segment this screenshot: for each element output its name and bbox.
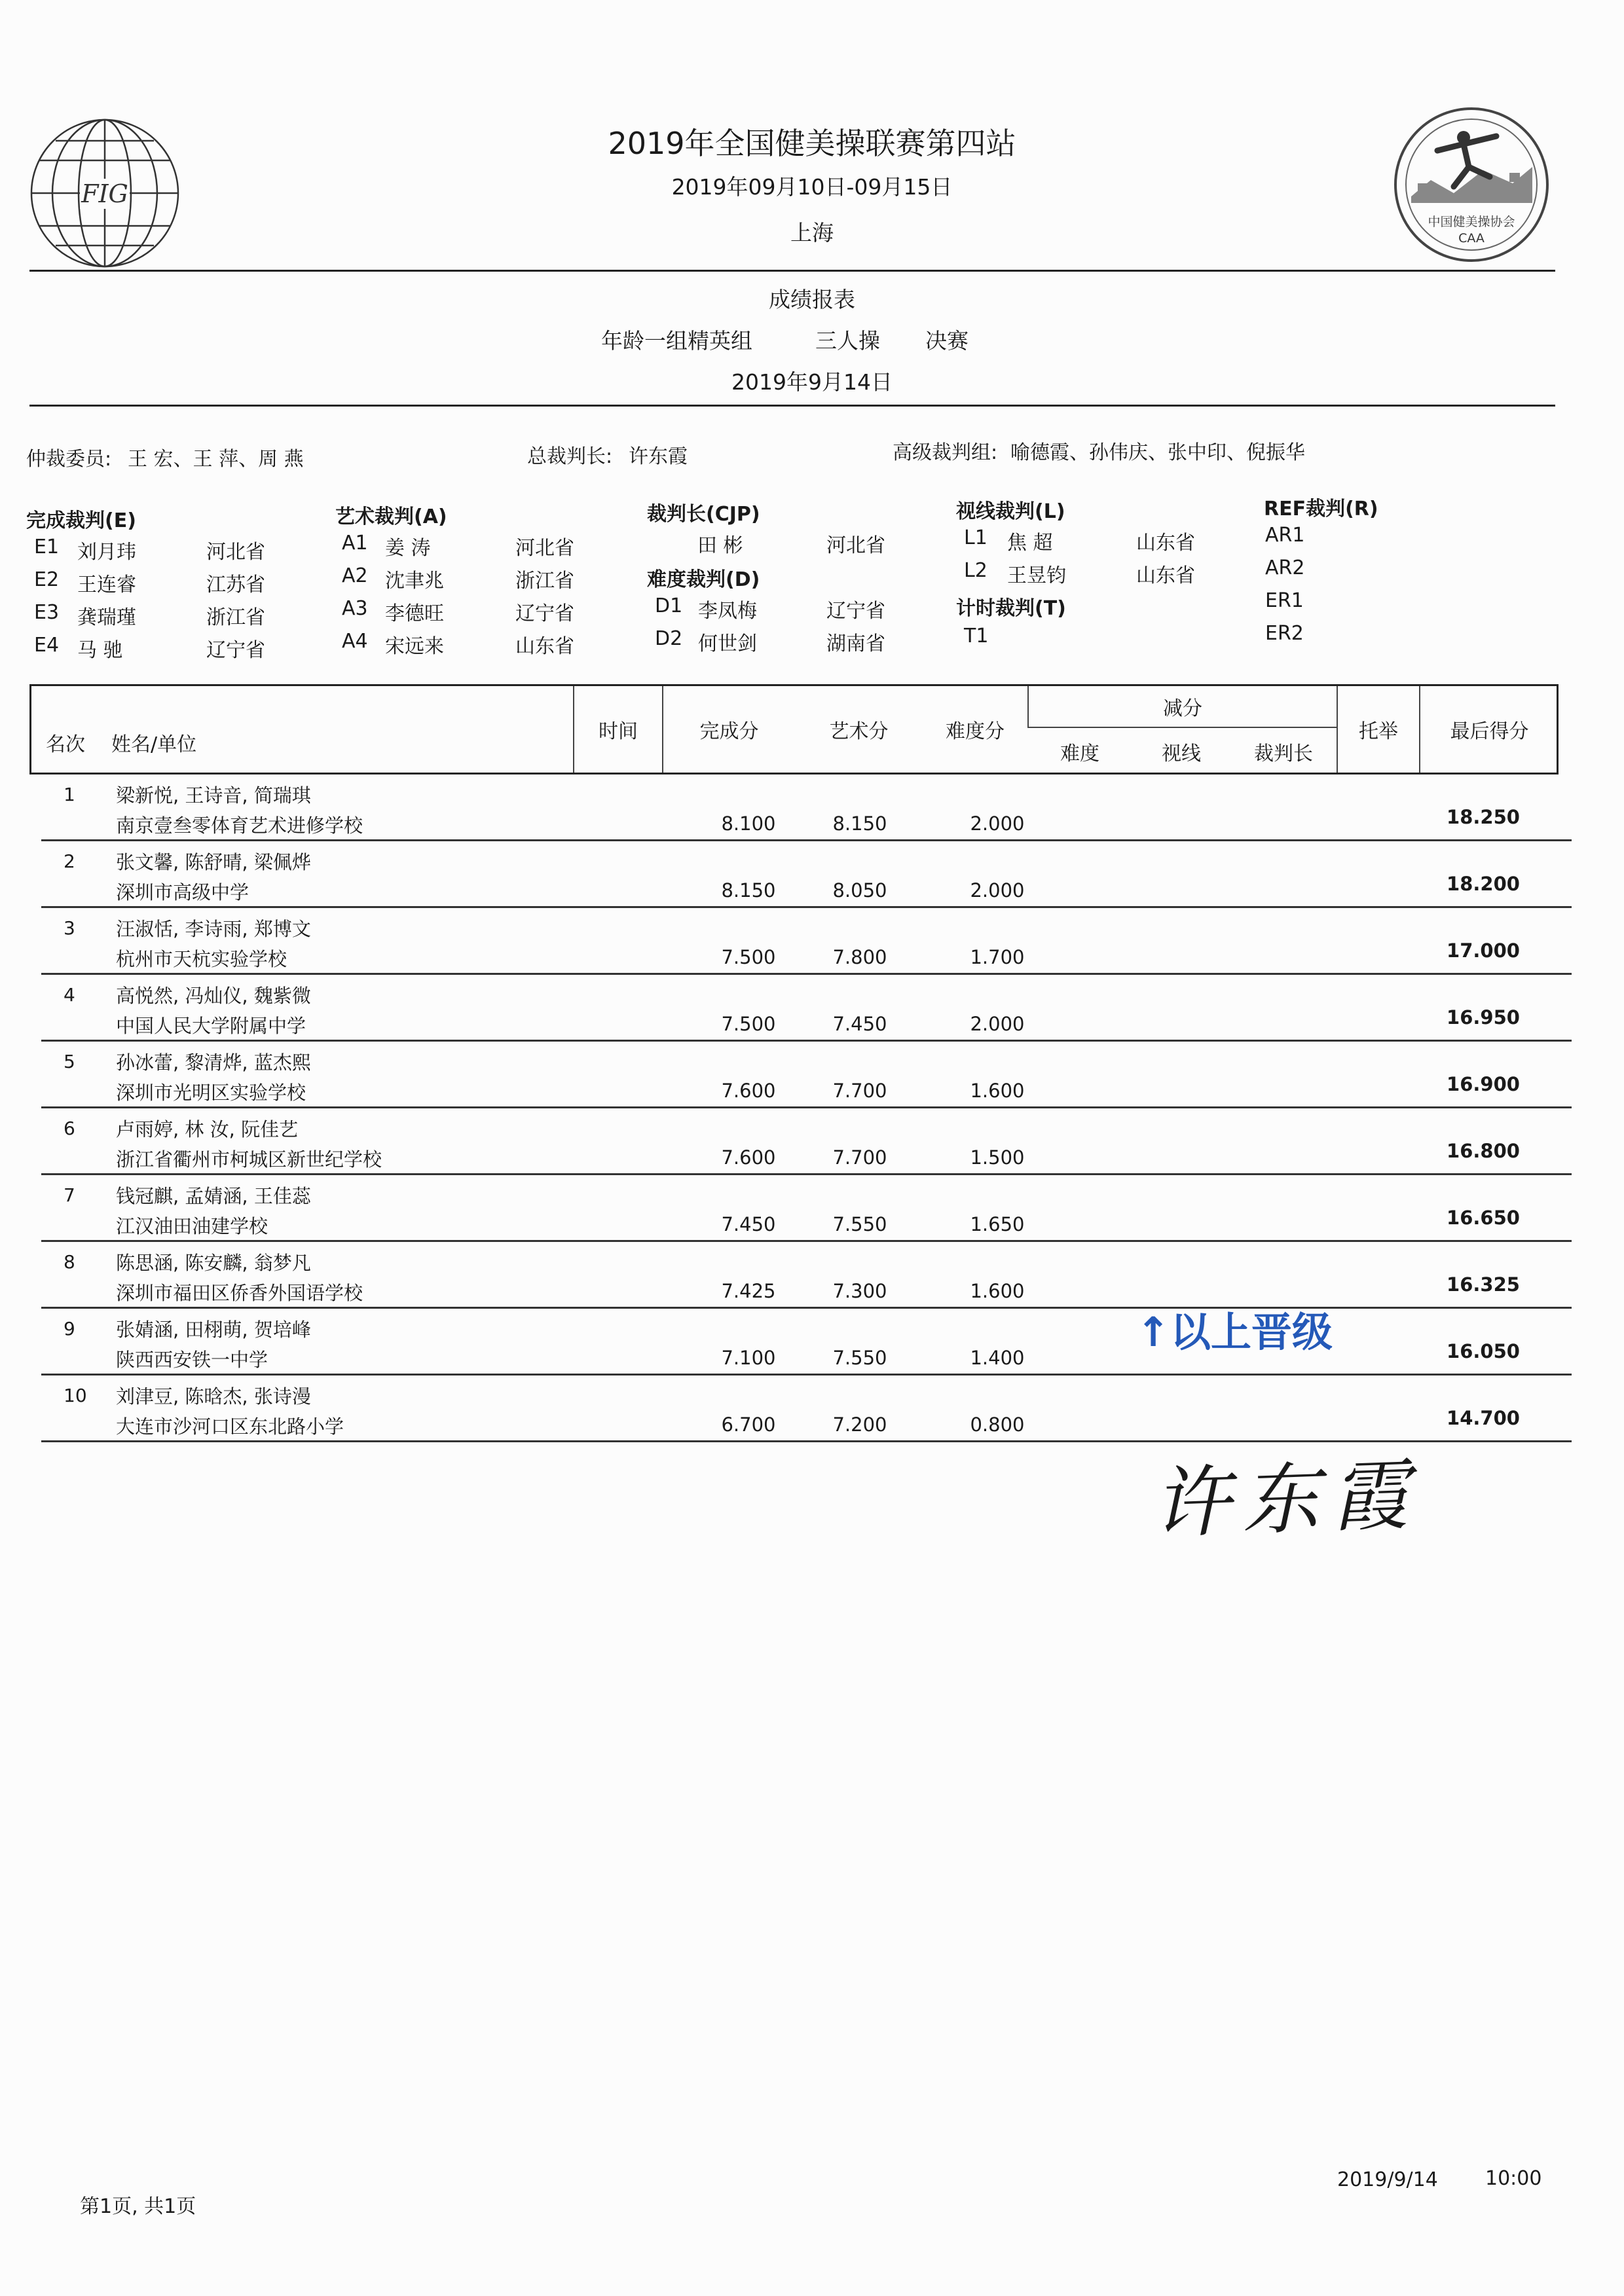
athletes-cell: 陈思涵, 陈安麟, 翁梦凡 [116,1252,311,1274]
artistic-score: 7.800 [832,946,887,968]
judge-code: L1 [964,526,987,549]
final-score: 18.200 [1447,873,1520,895]
ref-panel-label: REF裁判(R) [1264,498,1378,520]
report-event: 三人操 [815,328,880,354]
judge-code: A1 [342,532,368,555]
rank-cell: 7 [64,1184,75,1206]
artistic-score: 7.300 [832,1280,887,1302]
judge-name: 王连睿 [77,574,136,596]
artistic-score: 7.700 [832,1080,887,1102]
judge-code: A2 [342,564,368,587]
col-final-header: 最后得分 [1419,686,1559,773]
promotion-text: 以上晋级 [1170,1308,1333,1356]
judge-name: 王昱钧 [1007,564,1066,587]
report-title: 成绩报表 [769,287,855,312]
athletes-cell: 高悦然, 冯灿仪, 魏紫微 [116,985,311,1007]
judge-code: A3 [342,597,368,620]
judge-province: 江苏省 [206,574,265,596]
difficulty-score: 1.600 [970,1080,1025,1102]
judge-province: 山东省 [515,635,574,658]
execution-score: 6.700 [721,1413,776,1436]
judge-province: 湖南省 [826,632,885,655]
difficulty-score: 1.400 [970,1347,1025,1369]
judge-province: 河北省 [515,537,574,560]
final-score: 14.700 [1447,1407,1520,1429]
judge-name: 龚瑞瑾 [77,606,136,629]
judge-province: 河北省 [206,541,265,564]
judge-province: 山东省 [1136,532,1195,555]
table-row [41,975,1572,1042]
judge-province: 辽宁省 [206,639,265,662]
judge-name: 何世剑 [698,632,757,655]
col-name-header: 姓名/单位 [111,733,197,756]
artistic-panel-label: 艺术裁判(A) [335,505,447,528]
execution-score: 7.450 [721,1213,776,1235]
print-date: 2019/9/14 [1337,2168,1438,2191]
unit-cell: 浙江省衢州市柯城区新世纪学校 [116,1148,382,1171]
rank-cell: 2 [64,850,75,872]
col-artistic-header: 艺术分 [829,720,889,743]
rank-cell: 8 [64,1251,75,1273]
col-difficulty-header: 难度分 [946,720,1005,743]
table-row [41,1108,1572,1175]
execution-score: 8.100 [721,812,776,835]
caa-logo-abbr: CAA [1458,231,1485,246]
execution-score: 8.150 [721,879,776,902]
difficulty-score: 1.700 [970,946,1025,968]
athletes-cell: 钱冠麒, 孟婧涵, 王佳蕊 [116,1185,311,1207]
col-rank-header: 名次 [46,733,85,756]
execution-score: 7.425 [721,1280,776,1302]
execution-score: 7.600 [721,1146,776,1169]
judge-province: 辽宁省 [515,602,574,625]
final-score: 18.250 [1447,806,1520,828]
judge-name: 刘月玮 [77,541,136,564]
unit-cell: 深圳市高级中学 [116,881,249,903]
rank-cell: 6 [64,1118,75,1139]
unit-cell: 中国人民大学附属中学 [116,1015,306,1037]
judge-code: E3 [34,601,60,624]
judge-name: 李凤梅 [698,600,757,623]
difficulty-score: 2.000 [970,879,1025,902]
col-ded-line-header: 视线 [1162,742,1201,765]
judge-province: 山东省 [1136,564,1195,587]
final-score: 17.000 [1447,939,1520,962]
report-round: 决赛 [925,328,969,354]
judge-name: 沈聿兆 [385,570,444,592]
competition-dates: 2019年09月10日-09月15日 [671,174,953,200]
judge-code: E2 [34,568,60,591]
artistic-score: 7.550 [832,1347,887,1369]
judge-province: 浙江省 [515,570,574,592]
jury-label: 仲裁委员: [26,448,112,471]
promotion-note [1136,1300,1333,1358]
athletes-cell: 张文馨, 陈舒晴, 梁佩烨 [116,851,311,873]
table-row [41,841,1572,908]
col-ded-difficulty-header: 难度 [1060,742,1099,765]
print-time: 10:00 [1485,2167,1542,2190]
unit-cell: 陕西西安铁一中学 [116,1349,268,1371]
judge-province: 浙江省 [206,606,265,629]
superior-judges-names: 喻德霞、孙伟庆、张中印、倪振华 [1010,441,1305,464]
final-score: 16.050 [1447,1340,1520,1362]
table-row [41,1309,1572,1376]
final-score: 16.950 [1447,1006,1520,1029]
rank-cell: 3 [64,917,75,939]
artistic-score: 7.550 [832,1213,887,1235]
ref-code: ER1 [1265,589,1304,612]
col-ded-cjp-header: 裁判长 [1254,742,1313,765]
artistic-score: 8.150 [832,812,887,835]
artistic-score: 7.450 [832,1013,887,1035]
judge-province: 辽宁省 [826,600,885,623]
report-date: 2019年9月14日 [731,369,893,395]
line-panel-label: 视线裁判(L) [956,500,1065,523]
unit-cell: 江汉油田油建学校 [116,1215,268,1237]
table-row [41,1242,1572,1309]
athletes-cell: 张婧涵, 田栩萌, 贺培峰 [116,1319,311,1341]
table-row [41,908,1572,975]
table-row [41,1376,1572,1442]
report-category: 年龄一组精英组 [601,328,752,354]
athletes-cell: 卢雨婷, 林 汝, 阮佳艺 [116,1118,299,1140]
time-judge-code: T1 [964,625,989,647]
artistic-score: 7.700 [832,1146,887,1169]
rank-cell: 4 [64,984,75,1006]
cjp-province: 河北省 [826,534,885,557]
header-divider [29,270,1555,272]
judge-name: 李德旺 [385,602,444,625]
cjp-name: 田 彬 [697,534,743,557]
col-lifts-header: 托举 [1337,686,1419,773]
rank-cell: 5 [64,1051,75,1072]
judge-name: 宋远来 [385,635,444,658]
arrow-up-icon: ↑ [1136,1308,1170,1356]
difficulty-panel-label: 难度裁判(D) [647,568,760,591]
execution-score: 7.500 [721,1013,776,1035]
competition-title: 2019年全国健美操联赛第四站 [608,126,1016,161]
execution-score: 7.100 [721,1347,776,1369]
rank-cell: 10 [64,1385,87,1406]
superior-judges-label: 高级裁判组: [893,441,998,464]
difficulty-score: 1.650 [970,1213,1025,1235]
execution-score: 7.500 [721,946,776,968]
difficulty-score: 1.500 [970,1146,1025,1169]
judge-name: 姜 涛 [385,537,431,560]
artistic-score: 8.050 [832,879,887,902]
ref-code: AR2 [1265,556,1305,579]
chief-judge-label: 总裁判长: [527,445,613,468]
chief-judge-name: 许东霞 [629,445,688,468]
col-execution-header: 完成分 [662,686,795,773]
report-divider [29,405,1555,407]
unit-cell: 深圳市福田区侨香外国语学校 [116,1282,363,1304]
competition-city: 上海 [790,220,834,246]
col-deductions-header: 减分 [1027,686,1337,727]
caa-logo-text: 中国健美操协会 [1428,215,1515,229]
unit-cell: 南京壹叁零体育艺术进修学校 [116,814,363,837]
difficulty-score: 2.000 [970,1013,1025,1035]
time-panel-label: 计时裁判(T) [956,597,1066,620]
execution-panel-label: 完成裁判(E) [26,509,136,532]
page-number: 第1页, 共1页 [80,2195,196,2218]
unit-cell: 深圳市光明区实验学校 [116,1082,306,1104]
results-table-header [29,684,1559,774]
difficulty-score: 1.600 [970,1280,1025,1302]
difficulty-score: 0.800 [970,1413,1025,1436]
athletes-cell: 汪淑恬, 李诗雨, 郑博文 [116,918,311,940]
final-score: 16.650 [1447,1207,1520,1229]
fig-logo-text: FIG [81,179,128,208]
rank-cell: 9 [64,1318,75,1339]
difficulty-score: 2.000 [970,812,1025,835]
judge-code: E1 [34,536,60,558]
execution-score: 7.600 [721,1080,776,1102]
jury-names: 王 宏、王 萍、周 燕 [128,448,304,471]
final-score: 16.900 [1447,1073,1520,1095]
chief-judge-signature: 许东霞 [1151,1449,1422,1550]
athletes-cell: 梁新悦, 王诗音, 简瑞琪 [116,784,311,807]
artistic-score: 7.200 [832,1413,887,1436]
unit-cell: 大连市沙河口区东北路小学 [116,1415,344,1438]
judge-code: D2 [655,627,683,650]
table-row [41,774,1572,841]
deductions-divider [1027,727,1337,728]
final-score: 16.325 [1447,1273,1520,1296]
final-score: 16.800 [1447,1140,1520,1162]
judge-code: E4 [34,634,60,657]
col-time-header: 时间 [573,686,662,773]
athletes-cell: 孙冰蕾, 黎清烨, 蓝杰熙 [116,1051,311,1074]
ref-code: AR1 [1265,524,1305,547]
cjp-label: 裁判长(CJP) [647,503,760,526]
rank-cell: 1 [64,784,75,805]
judge-code: D1 [655,594,683,617]
table-row [41,1175,1572,1242]
table-row [41,1042,1572,1108]
judge-name: 焦 超 [1007,532,1053,555]
judge-code: L2 [964,559,987,582]
judge-name: 马 驰 [77,639,123,662]
judge-code: A4 [342,630,368,653]
athletes-cell: 刘津豆, 陈晗杰, 张诗漫 [116,1385,311,1408]
ref-code: ER2 [1265,622,1304,645]
unit-cell: 杭州市天杭实验学校 [116,948,287,970]
